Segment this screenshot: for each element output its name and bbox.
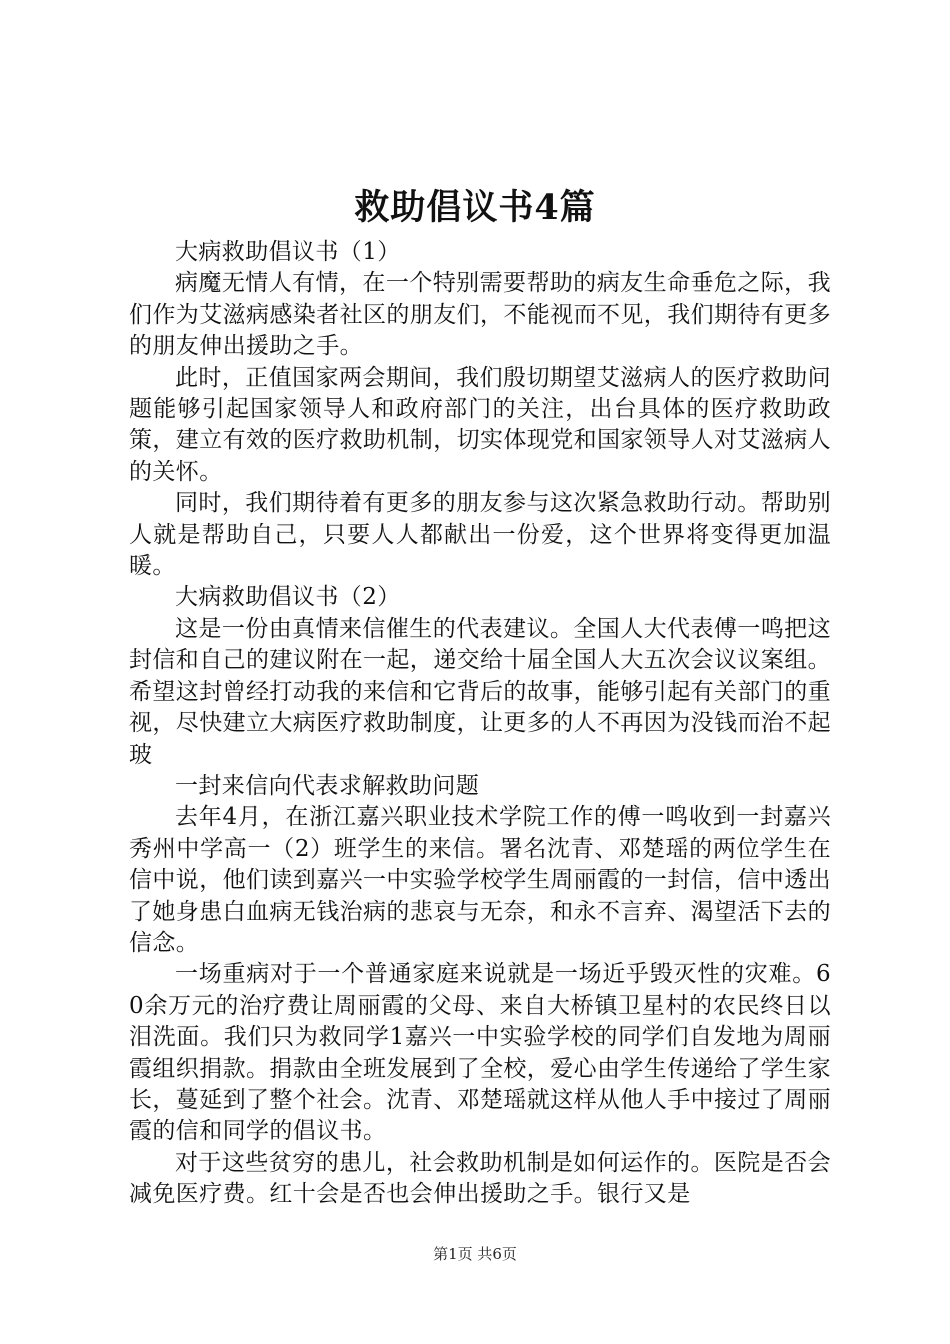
paragraph: 去年4月，在浙江嘉兴职业技术学院工作的傅一鸣收到一封嘉兴秀州中学高一（2）班学生的来信。署名沈青、邓楚瑶的两位学生在信中说，他们读到嘉兴一中实验学校学生周丽霞的一封信，信中透出了她身患白血病无钱治病的悲哀与无奈，和永不言弃、渴望活下去的信念。	[129, 804, 831, 956]
document-title: 救助倡议书4篇	[354, 187, 596, 228]
paragraph: 同时，我们期待着有更多的朋友参与这次紧急救助行动。帮助别人就是帮助自己，只要人人都献出一份爱，这个世界将变得更加温暖。	[129, 490, 831, 580]
paragraph: 对于这些贫穷的患儿，社会救助机制是如何运作的。医院是否会减免医疗费。红十会是否也会伸出援助之手。银行又是	[129, 1149, 831, 1208]
paragraph: 这是一份由真情来信催生的代表建议。全国人大代表傅一鸣把这封信和自己的建议附在一起，递交给十届全国人大五次会议议案组。希望这封曾经打动我的来信和它背后的故事，能够引起有关部门的重视，尽快建立大病医疗救助制度，让更多的人不再因为没钱而治不起玻	[129, 615, 831, 768]
paragraph: 大病救助倡议书（2）	[175, 584, 401, 611]
paragraph: 此时，正值国家两会期间，我们殷切期望艾滋病人的医疗救助问题能够引起国家领导人和政府部门的关注，出台具体的医疗救助政策，建立有效的医疗救助机制，切实体现党和国家领导人对艾滋病人的关怀。	[129, 364, 831, 485]
document-body	[129, 237, 831, 1211]
paragraph: 病魔无情人有情，在一个特别需要帮助的病友生命垂危之际，我们作为艾滋病感染者社区的朋友们，不能视而不见，我们期待有更多的朋友伸出援助之手。	[129, 270, 831, 360]
paragraph: 一场重病对于一个普通家庭来说就是一场近乎毁灭性的灾难。60余万元的治疗费让周丽霞的父母、来自大桥镇卫星村的农民终日以泪洗面。我们只为救同学1嘉兴一中实验学校的同学们自发地为周丽霞组织捐款。捐款由全班发展到了全校，爱心由学生传递给了学生家长，蔓延到了整个社会。沈青、邓楚瑶就这样从他人手中接过了周丽霞的信和同学的倡议书。	[129, 961, 831, 1145]
paragraph: 大病救助倡议书（1）	[175, 239, 401, 265]
paragraph: 一封来信向代表求解救助问题	[175, 772, 480, 799]
page-footer: 第1页 共6页	[433, 1245, 517, 1263]
